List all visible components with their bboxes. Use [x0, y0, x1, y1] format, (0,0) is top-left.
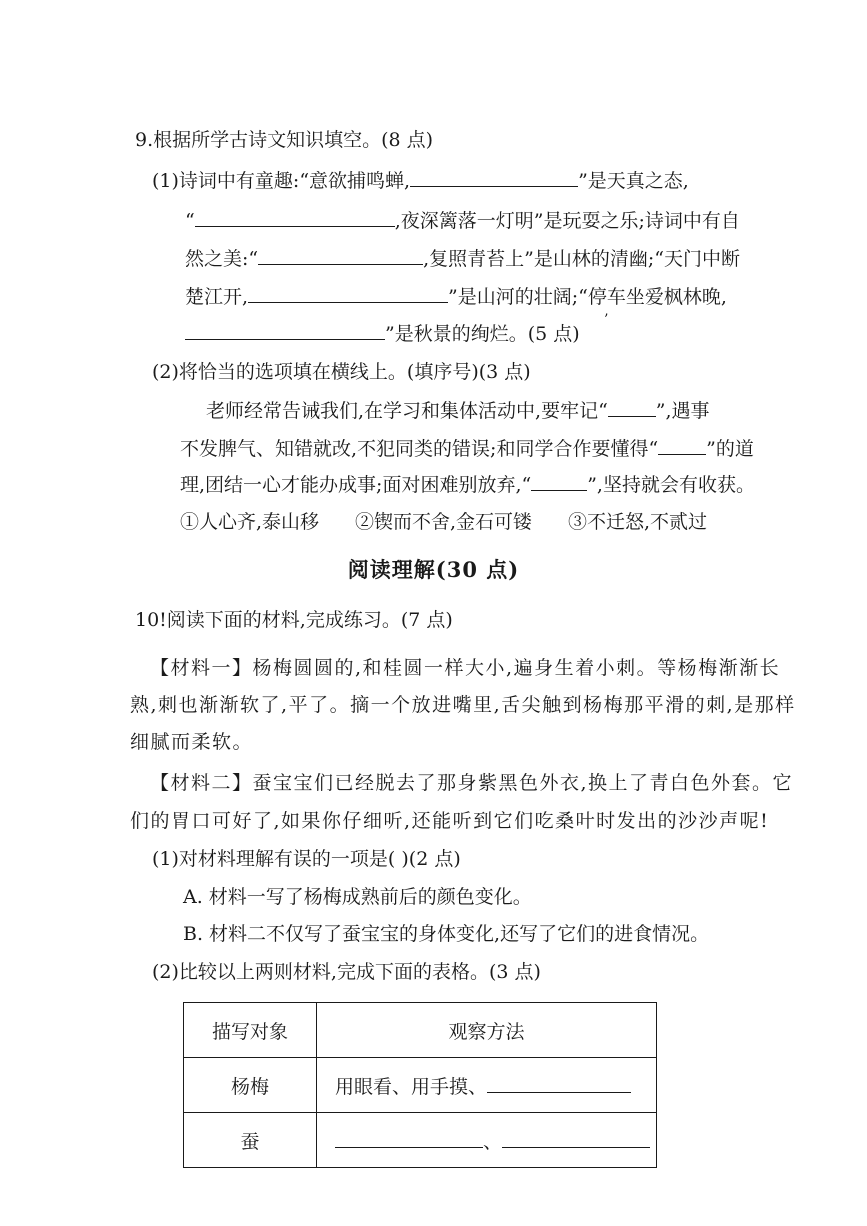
q9-p2-title: (2)将恰当的选项填在横线上。(填序号)(3 点) — [152, 361, 531, 383]
table-row — [184, 1113, 657, 1168]
q10-title: 10!阅读下面的材料,完成练习。(7 点) — [135, 609, 453, 631]
q10-s1-title: (1)对材料理解有误的一项是( )(2 点) — [152, 848, 461, 870]
stray-mark: ’ — [604, 312, 609, 328]
material-2-line2: 们的胃口可好了,如果你仔细听,还能听到它们吃桑叶时发出的沙沙声呢! — [130, 810, 770, 832]
q9-p1-line5: ”是秋景的绚烂。(5 点) — [185, 321, 580, 346]
q9-p2-line3: 理,团结一心才能办成事;面对困难别放弃,“ ”,坚持就会有收获。 — [180, 474, 755, 496]
answer-blank[interactable] — [502, 1129, 650, 1148]
table-cell-method: 、 — [317, 1113, 657, 1168]
observation-table — [183, 1002, 657, 1168]
table-row — [184, 1058, 657, 1113]
q9-option-2: ②锲而不舍,金石可镂 — [355, 511, 533, 533]
q10-option-a: A. 材料一写了杨梅成熟前后的颜色变化。 — [183, 886, 532, 908]
table-header-row — [184, 1003, 657, 1058]
table-header-subject: 描写对象 — [184, 1003, 317, 1058]
answer-blank[interactable] — [608, 398, 656, 417]
q10-option-b: B. 材料二不仅写了蚕宝宝的身体变化,还写了它们的进食情况。 — [183, 923, 710, 945]
material-2-line1: 【材料二】蚕宝宝们已经脱去了那身紫黑色外衣,换上了青白色外套。它 — [150, 772, 794, 794]
answer-blank[interactable] — [195, 208, 395, 227]
answer-blank[interactable] — [658, 436, 706, 455]
q9-p1-line2: “ ,夜深篱落一灯明”是玩耍之乐;诗词中有自 — [185, 210, 740, 232]
q9-p1-line3: 然之美:“ ,复照青苔上”是山林的清幽;“天门中断 — [185, 248, 740, 270]
material-1-line1: 【材料一】杨梅圆圆的,和桂圆一样大小,遍身生着小刺。等杨梅渐渐长 — [150, 657, 781, 679]
q9-p2-line2: 不发脾气、知错就改,不犯同类的错误;和同学合作要懂得“ ”的道 — [180, 438, 754, 460]
section-heading: 阅读理解(30 点) — [347, 557, 520, 582]
answer-blank[interactable] — [258, 246, 423, 265]
answer-blank[interactable] — [185, 321, 385, 340]
answer-blank[interactable] — [410, 168, 578, 187]
material-1-line3: 细腻而柔软。 — [130, 731, 254, 753]
answer-blank[interactable] — [531, 472, 587, 491]
q9-p2-line1: 老师经常告诫我们,在学习和集体活动中,要牢记“ ”,遇事 — [206, 400, 710, 422]
q9-p1-line4: 楚江开, ”是山河的壮阔;“停车坐爱枫林晚, — [185, 286, 727, 308]
answer-blank[interactable] — [335, 1129, 483, 1148]
q9-title: 9.根据所学古诗文知识填空。(8 点) — [135, 129, 434, 151]
answer-blank[interactable] — [487, 1074, 631, 1093]
table-header-method: 观察方法 — [317, 1003, 657, 1058]
material-1-line2: 熟,刺也渐渐软了,平了。摘一个放进嘴里,舌尖触到杨梅那平滑的刺,是那样 — [130, 694, 796, 716]
table-cell-subject: 蚕 — [184, 1113, 317, 1168]
q9-option-3: ③不迁怒,不贰过 — [568, 511, 708, 533]
q10-s2-title: (2)比较以上两则材料,完成下面的表格。(3 点) — [152, 961, 541, 983]
q9-p1-line1: (1)诗词中有童趣:“意欲捕鸣蝉, ”是天真之态, — [152, 170, 689, 192]
table-cell-subject: 杨梅 — [184, 1058, 317, 1113]
table-cell-method: 用眼看、用手摸、 — [317, 1058, 657, 1113]
answer-blank[interactable] — [248, 284, 448, 303]
q9-option-1: ①人心齐,泰山移 — [180, 511, 320, 533]
